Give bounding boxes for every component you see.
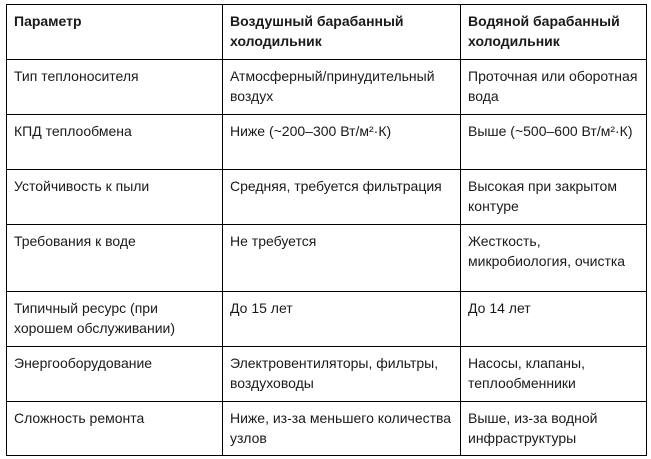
row-water-value: Высокая при закрытом контуре [461,170,647,225]
row-parameter: Типичный ресурс (при хорошем обслуживании) [7,292,223,347]
row-parameter: КПД теплообмена [7,115,223,170]
row-water-value: Выше, из-за водной инфраструктуры [461,402,647,456]
row-air-value: Атмосферный/принудительный воздух [223,60,461,115]
header-water-cooler: Водяной барабанный холодильник [461,5,647,60]
row-parameter: Сложность ремонта [7,402,223,456]
row-water-value: Проточная или оборотная вода [461,60,647,115]
row-parameter: Энергооборудование [7,347,223,402]
header-parameter: Параметр [7,5,223,60]
table-row [7,402,647,456]
table-row [7,347,647,402]
row-air-value: Средняя, требуется фильтрация [223,170,461,225]
header-air-cooler: Воздушный барабанный холодильник [223,5,461,60]
row-air-value: Ниже (~200–300 Вт/м²·К) [223,115,461,170]
table-row [7,292,647,347]
row-water-value: Выше (~500–600 Вт/м²·К) [461,115,647,170]
table-row [7,225,647,292]
table-row [7,115,647,170]
row-water-value: Жесткость, микробиология, очистка [461,225,647,292]
table-row [7,60,647,115]
table-header-row [7,5,647,60]
row-water-value: До 14 лет [461,292,647,347]
row-parameter: Тип теплоносителя [7,60,223,115]
row-air-value: Ниже, из-за меньшего количества узлов [223,402,461,456]
row-air-value: До 15 лет [223,292,461,347]
comparison-table [6,4,647,456]
row-water-value: Насосы, клапаны, теплообменники [461,347,647,402]
row-air-value: Электровентиляторы, фильтры, воздуховоды [223,347,461,402]
table-row [7,170,647,225]
row-parameter: Требования к воде [7,225,223,292]
row-parameter: Устойчивость к пыли [7,170,223,225]
row-air-value: Не требуется [223,225,461,292]
